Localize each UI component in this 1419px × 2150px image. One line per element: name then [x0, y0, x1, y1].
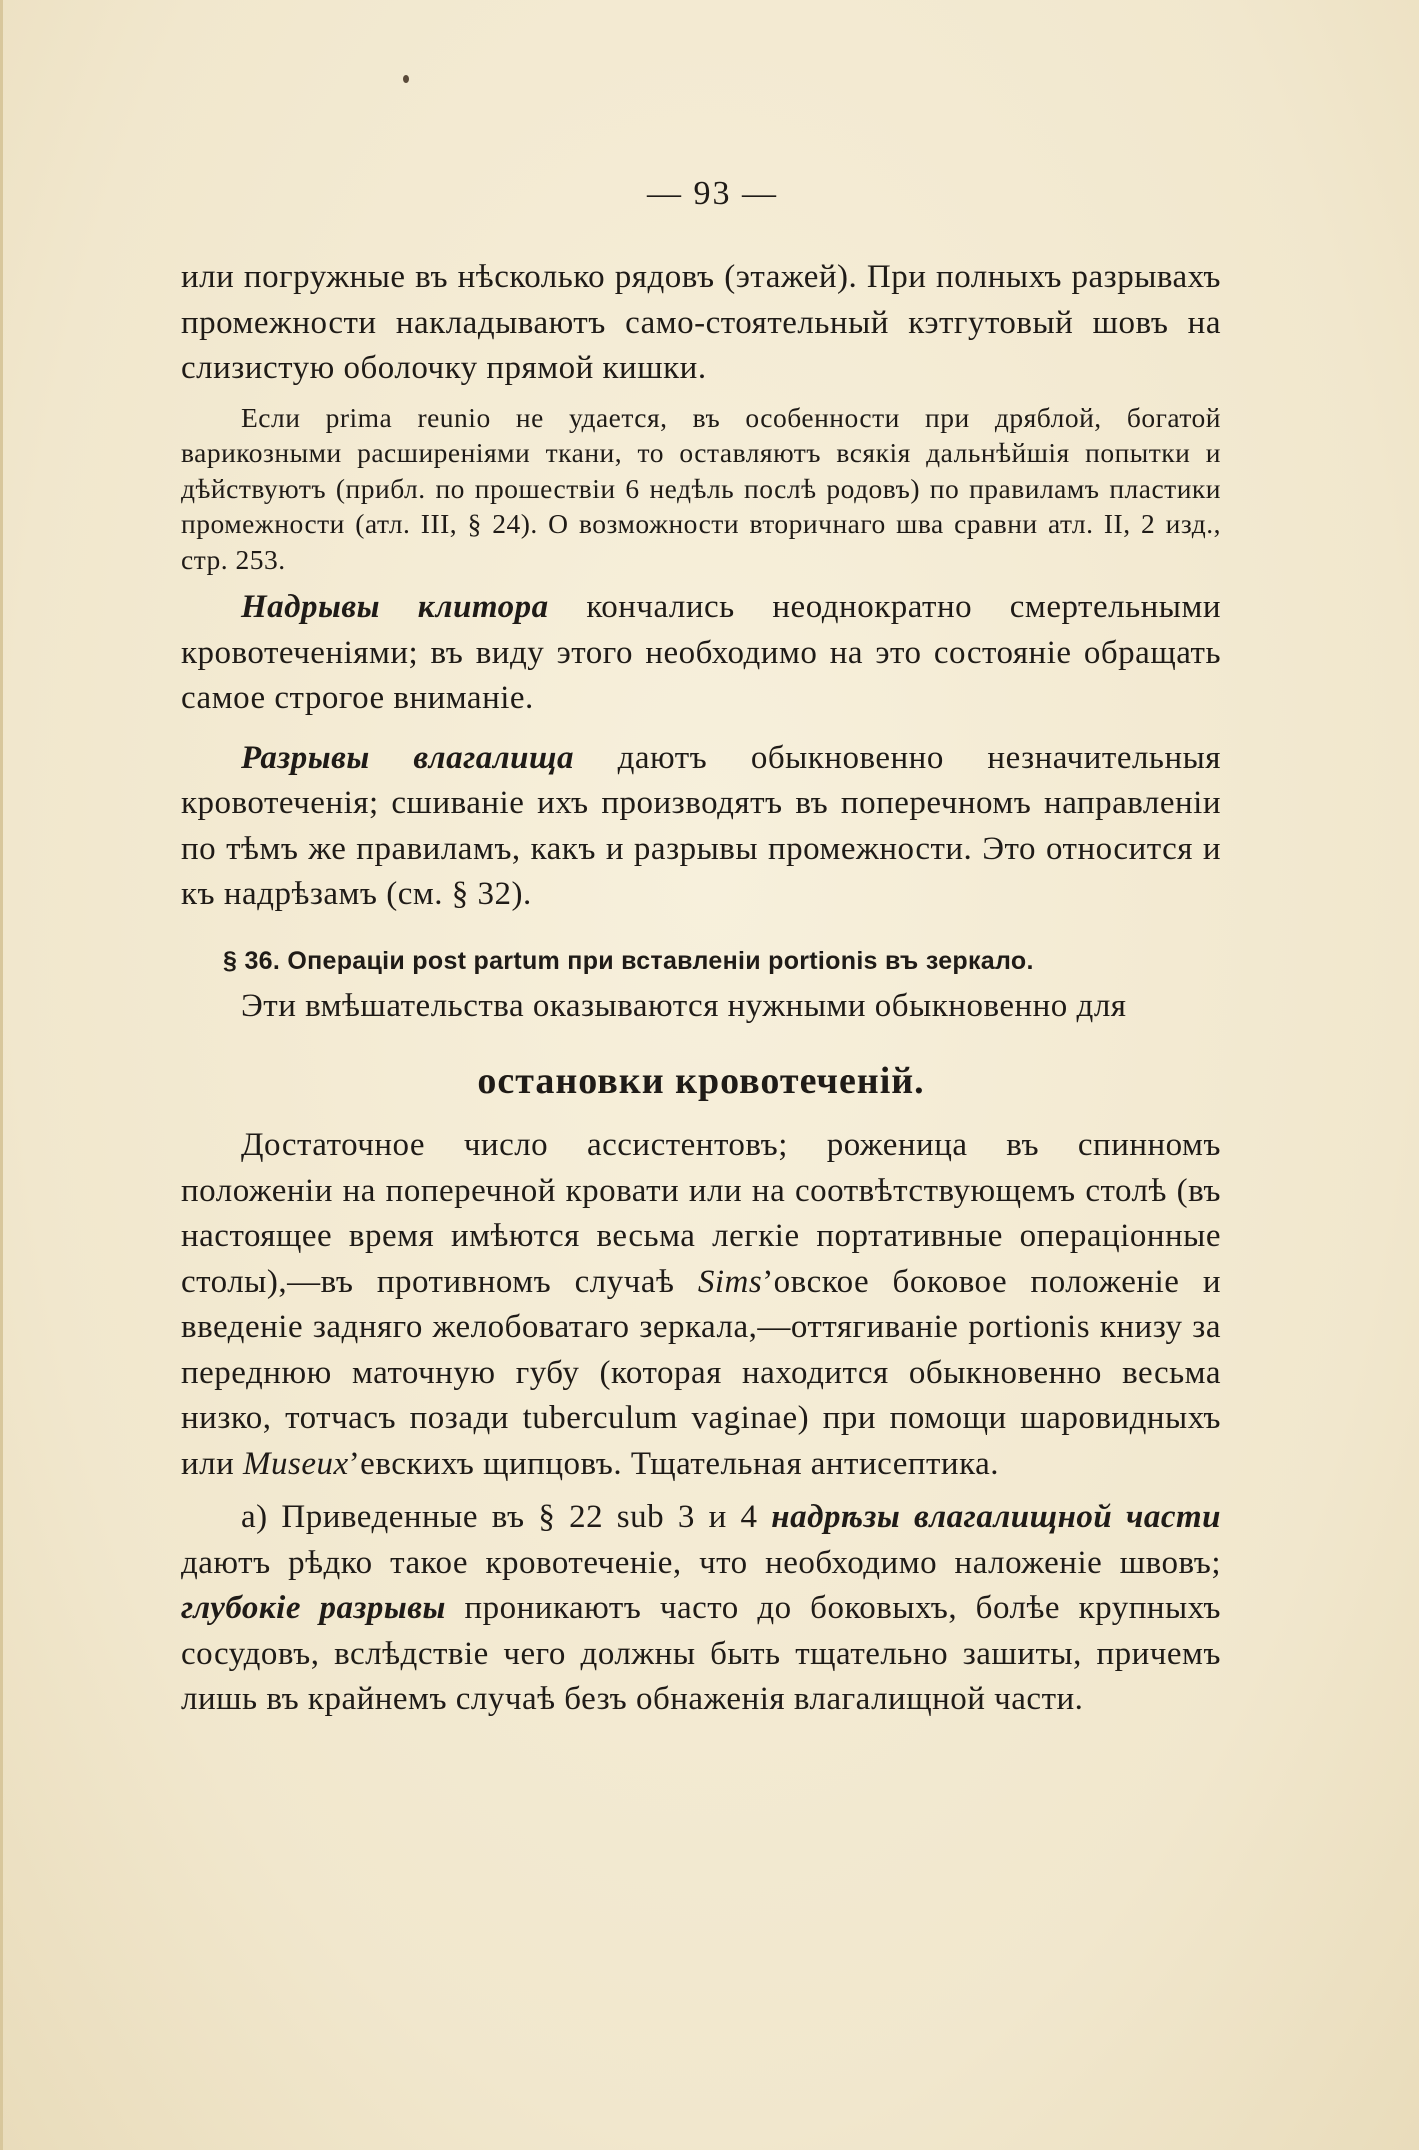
paragraph-suture: или погружные въ нѣсколько рядовъ (этажей). При полныхъ разрывахъ промежности накладываютъ само-стоятельный кэтгутовый шовъ на слизистую оболочку прямой кишки.	[181, 259, 1221, 386]
paragraph-vaginal-tears: Разрывы влагалища даютъ обыкновенно незначительныя кровотеченія; сшиваніе ихъ производятъ въ поперечномъ направленіи по тѣмъ же правиламъ, какъ и разрывы промежности. Это относится и къ надрѣзамъ (см. § 32).	[181, 739, 1221, 912]
ink-blot	[403, 75, 409, 83]
term-incisions: надрѣзы влагалищной части	[771, 1499, 1221, 1535]
section-heading: § 36. Операціи post partum при вставленіи portionis въ зеркало.	[223, 946, 1034, 975]
page-text	[181, 255, 1221, 1723]
term-clitoris-tears: Надрывы клитора	[241, 589, 549, 625]
term-deep-tears: глубокіе разрывы	[181, 1590, 446, 1626]
term-vaginal-tears: Разрывы влагалища	[241, 739, 575, 776]
subheading: остановки кровотеченій.	[477, 1060, 925, 1102]
paragraph-interventions: Эти вмѣшательства оказываются нужными обыкновенно для	[241, 987, 1127, 1024]
paragraph-clitoris-tears: Надрывы клитора кончались неоднократно смертельными кровотеченіями; въ виду этого необходимо на это состояніе обращать самое строгое вниманіе.	[181, 589, 1221, 716]
name-museux: Museux	[243, 1445, 349, 1482]
paragraph-prima-reunio: Если prima reunio не удается, въ особенности при дряблой, богатой варикозными расширеніями ткани, то оставляютъ всякія дальнѣйшія попытки и дѣйствуютъ (прибл. по прошествіи 6 недѣль послѣ родовъ) по правиламъ пластики промежности (атл. III, § 24). О возможности вторичнаго шва сравни атл. II, 2 изд., стр. 253.	[181, 401, 1221, 575]
name-sims: Sims	[697, 1263, 763, 1300]
paragraph-incisions: а) Приведенные въ § 22 sub 3 и 4 надрѣзы влагалищной части даютъ рѣдко такое кровотеченіе, что необходимо наложеніе швовъ; глубокіе разрывы проникаютъ часто до боковыхъ, болѣе крупныхъ сосудовъ, вслѣдствіе чего должны быть тщательно зашиты, причемъ лишь въ крайнемъ случаѣ безъ обнаженія влагалищной части.	[181, 1499, 1221, 1717]
page-number: — 93 —	[647, 175, 778, 212]
paragraph-setup: Достаточное число ассистентовъ; роженица въ спинномъ положеніи на поперечной кровати или на соотвѣтствующемъ столѣ (въ настоящее время имѣются весьма легкіе портативные операціонные столы),—въ противномъ случаѣ Sims’овское боковое положеніе и введеніе задняго желобоватаго зеркала,—оттягиваніе portionis книзу за переднюю маточную губу (которая находится обыкновенно весьма низко, тотчасъ позади tuberculum vaginae) при помощи шаровидныхъ или Museux’евскихъ щипцовъ. Тщательная антисептика.	[181, 1127, 1221, 1482]
